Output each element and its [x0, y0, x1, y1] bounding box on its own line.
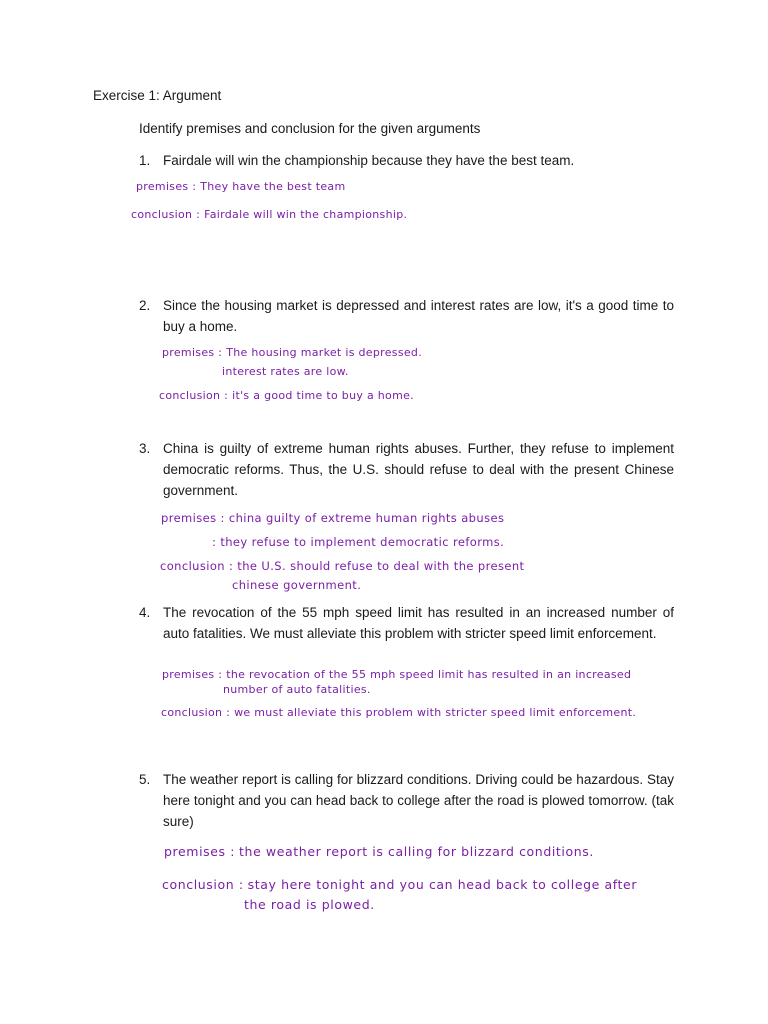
answer-2-premise-2 [222, 365, 349, 378]
instructions: Identify premises and conclusion for the given arguments [139, 121, 481, 136]
answer-5-conclusion [162, 877, 637, 892]
question-number: 5. [139, 772, 151, 787]
premise-line: They have the best team [200, 180, 346, 193]
answer-5-conclusion-2 [244, 897, 375, 912]
question-text: Since the housing market is depressed and interest rates are low, it's a good time to buy a home. [163, 298, 674, 334]
premise-line: The housing market is depressed. [226, 346, 423, 359]
answer-4-conclusion [161, 706, 636, 719]
conclusion-label: conclusion : [161, 706, 231, 719]
answer-5-premises [164, 844, 594, 859]
premise-line: number of auto fatalities. [223, 683, 371, 696]
question-text: The revocation of the 55 mph speed limit has resulted in an increased number of auto fatalities. We must alleviate this problem with stricter speed limit enforcement. [163, 605, 674, 641]
answer-1-conclusion [131, 208, 407, 221]
premises-label: premises : [164, 844, 236, 859]
answer-3-premises [161, 511, 504, 525]
conclusion-line: chinese government. [232, 578, 362, 592]
question-text: China is guilty of extreme human rights abuses. Further, they refuse to implement democratic reforms. Thus, the U.S. should refuse to deal with the present Chinese government. [163, 441, 674, 498]
conclusion-line: the road is plowed. [244, 897, 375, 912]
question-number: 1. [139, 153, 151, 168]
question-text: Fairdale will win the championship because they have the best team. [163, 153, 575, 168]
conclusion-line: Fairdale will win the championship. [204, 208, 408, 221]
question-number: 3. [139, 441, 151, 456]
premises-label: premises : [162, 668, 223, 681]
premise-line: interest rates are low. [222, 365, 349, 378]
premise-line: the revocation of the 55 mph speed limit has resulted in an increased [226, 668, 632, 681]
answer-1-premises [136, 180, 345, 193]
conclusion-line: we must alleviate this problem with stricter speed limit enforcement. [234, 706, 637, 719]
question-text: The weather report is calling for blizzard conditions. Driving could be hazardous. Stay here tonight and you can head back to college after the road is plowed tomorrow. (tak sure) [163, 772, 674, 829]
conclusion-line: the U.S. should refuse to deal with the present [237, 559, 525, 573]
premises-label: premises : [161, 511, 225, 525]
question-number: 2. [139, 298, 151, 313]
premises-label: premises : [136, 180, 197, 193]
conclusion-label: conclusion : [159, 389, 229, 402]
premise-line: china guilty of extreme human rights abuses [228, 511, 505, 525]
answer-2-conclusion [159, 389, 414, 402]
question-number: 4. [139, 605, 151, 620]
premises-label: premises : [162, 346, 223, 359]
answer-3-conclusion-2 [232, 578, 361, 592]
answer-3-premise-2 [212, 535, 504, 549]
answer-2-premises [162, 346, 422, 359]
conclusion-label: conclusion : [162, 877, 244, 892]
answer-4-premise-2 [223, 683, 371, 696]
premise-line: : they refuse to implement democratic reforms. [212, 535, 505, 549]
conclusion-line: stay here tonight and you can head back to college after [247, 877, 638, 892]
answer-3-conclusion [160, 559, 524, 573]
answer-4-premises [162, 668, 631, 681]
premise-line: the weather report is calling for blizzard conditions. [239, 844, 594, 859]
conclusion-line: it's a good time to buy a home. [232, 389, 414, 402]
conclusion-label: conclusion : [160, 559, 234, 573]
document-title: Exercise 1: Argument [93, 88, 222, 103]
conclusion-label: conclusion : [131, 208, 201, 221]
